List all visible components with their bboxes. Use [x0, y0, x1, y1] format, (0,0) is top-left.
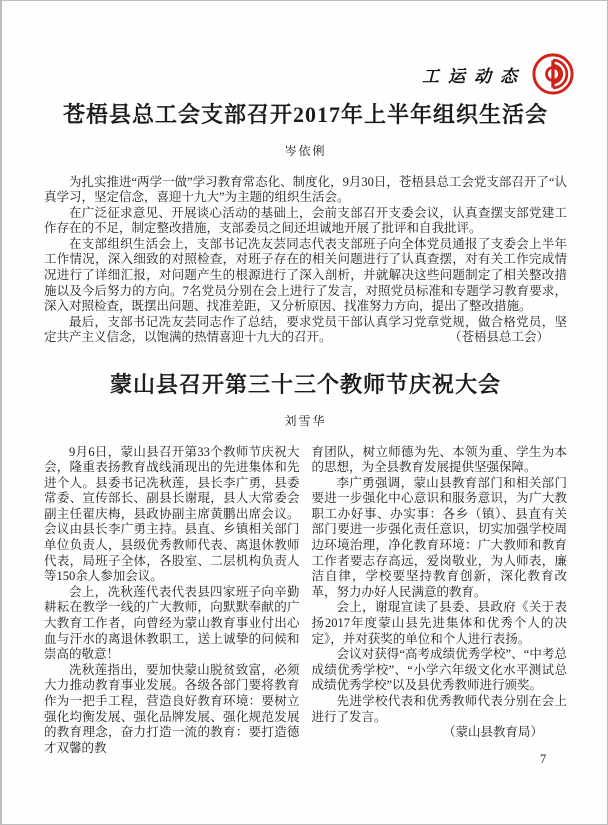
union-emblem-icon: [532, 53, 574, 95]
paragraph: 为扎实推进“两学一做”学习教育常态化、制度化，9月30日，苍梧县总工会党支部召开了“认真学习，坚定信念，喜迎十九大”为主题的组织生活会。: [44, 174, 567, 205]
paragraph: 冼秋莲指出，要加快蒙山脱贫致富，必须大力推动教育事业发展。各级各部门要将教育作为一把手工程，营造良好教育环境：要树立强化均衡发展、强化品牌发展、强化规范发展的教育理念，奋力打造一流的教育：要打造德才双馨的教: [44, 662, 300, 755]
paragraph: 最后，支部书记冼友芸同志作了总结，要求党员干部认真学习党章党规，做合格党员，坚定共产主义信念，以饱满的热情喜迎十九大的召开。: [44, 314, 567, 345]
paragraph: 会上，冼秋莲代表代表县四家班子向辛勤耕耘在教学一线的广大教师，向默默奉献的广大教育工作者，向曾经为蒙山教育事业付出心血与汗水的离退休教职工，送上诚挚的问候和崇高的敬意！: [44, 584, 300, 662]
article-2-attribution: （蒙山县教育局）: [442, 725, 543, 740]
page-number: 7: [540, 752, 547, 766]
article-2-right-paragraphs: [312, 445, 568, 726]
paragraph: 李广勇强调，蒙山县教育部门和相关部门要进一步强化中心意识和服务意识，为广大教职工办好事、办实事：各乡（镇）、县直有关部门要进一步强化责任意识，切实加强学校周边环境治理，净化教育环境：广大教师和教育工作者要志存高远，爱岗敬业，为人师表，廉洁自律，学校要坚持教育创新，深化教育改革，努力办好人民满意的教育。: [311, 475, 567, 599]
article-2-right-column: [312, 445, 568, 757]
article-1-body: [44, 175, 567, 347]
paragraph: 9月6日，蒙山县召开第33个教师节庆祝大会，隆重表扬教育战线涌现出的先进集体和先进个人。县委书记冼秋莲，县长李广勇，县委常委、宣传部长、副县长谢琨，县人大常委会副主任翟庆梅，县政协副主席黄鹏出席会议。会议由县长李广勇主持。县直、乡镇相关部门单位负责人，县级优秀教师代表、离退休教师代表，局班子全体，各股室、二层机构负责人等150余人参加会议。: [44, 444, 300, 584]
paragraph: 会上，谢琨宣读了县委、县政府《关于表扬2017年度蒙山县先进集体和优秀个人的决定》，并对获奖的单位和个人进行表扬。: [311, 600, 567, 646]
paragraph: 在支部组织生活会上，支部书记冼友芸同志代表支部班子向全体党员通报了支委会上半年工作情况，深入细致的对照检查，对班子存在的相关问题进行了认真查摆，对有关工作完成情况进行了详细汇报，对问题产生的根源进行了深入剖析，并就解决这些问题制定了相关整改措施以及今后努力的方向。7名党员分别在会上进行了发言，对照党员标准和专题学习教育要求，深入对照检查，既摆出问题、找准差距，又分析原因、找准努力方向，提出了整改措施。: [44, 236, 567, 314]
article-2: [44, 371, 567, 756]
article-1: [44, 101, 567, 346]
paragraph: 在广泛征求意见、开展谈心活动的基础上，会前支部召开支委会议，认真查摆支部党建工作存在的不足，制定整改措施，支部委员之间还坦诚地开展了批评和自我批评。: [44, 205, 567, 236]
paragraph: 会议对获得“高考成绩优秀学校”、“中考总成绩优秀学校”、“小学六年级文化水平测试总成绩优秀学校”以及县优秀教师进行颁奖。: [311, 647, 567, 693]
article-2-body: [44, 445, 567, 757]
masthead: [422, 53, 574, 95]
article-2-title: 蒙山县召开第三十三个教师节庆祝大会: [109, 372, 501, 397]
paragraph: 育团队，树立师德为先、本领为重、学生为本的思想，为全县教育发展提供坚强保障。: [311, 444, 567, 475]
article-2-author: 刘雪华: [284, 413, 327, 428]
masthead-title: 工运动态: [422, 66, 526, 86]
article-1-title: 苍梧县总工会支部召开2017年上半年组织生活会: [62, 102, 548, 127]
article-2-left-column: [44, 445, 300, 757]
paragraph: 先进学校代表和优秀教师代表分别在会上进行了发言。: [311, 694, 567, 724]
article-1-author: 岑依俐: [284, 143, 327, 158]
article-1-attribution: （苍梧县总工会）: [448, 330, 549, 345]
